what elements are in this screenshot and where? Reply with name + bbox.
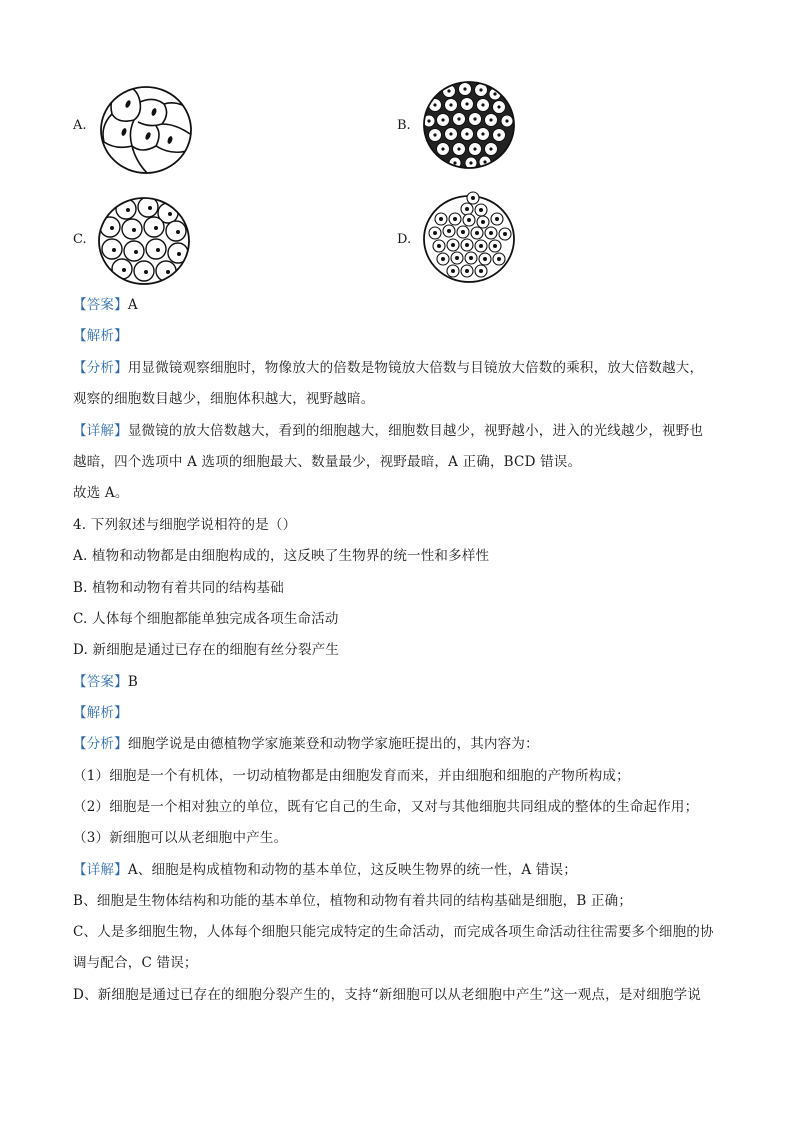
answer-tag: 【答案】 — [73, 297, 128, 313]
q4-option-b: B. 植物和动物有着共同的结构基础 — [73, 580, 284, 596]
q4-option-d: D. 新细胞是通过已存在的细胞有丝分裂产生 — [73, 642, 340, 658]
q3-answer-line — [73, 296, 138, 314]
cell-figure-b — [421, 79, 517, 171]
answer-tag: 【答案】 — [73, 674, 128, 690]
detail-text: 显微镜的放大倍数越大，看到的细胞越大，细胞数目越少，视野越小，进入的光线越少，视野也 — [127, 423, 704, 439]
q4-detail-line-d: D、新细胞是通过已存在的细胞分裂产生的，支持“新细胞可以从老细胞中产生”这一观点，是对细胞学说 — [73, 987, 702, 1003]
q3-choice-line: 故选 A。 — [73, 485, 129, 501]
jiexi-tag: 【解析】 — [73, 705, 128, 721]
cell-figure-d — [421, 189, 517, 285]
answer-value: B — [127, 674, 138, 690]
analysis-text: 用显微镜观察细胞时，物像放大的倍数是物镜放大倍数与目镜放大倍数的乘积，放大倍数越大， — [127, 360, 704, 376]
q3-detail-line-1 — [73, 422, 703, 440]
q4-analysis-point-1: （1）细胞是一个有机体，一切动植物都是由细胞发育而来，并由细胞和细胞的产物所构成； — [73, 768, 630, 784]
q4-detail-line-c2: 调与配合，C 错误； — [73, 955, 198, 971]
option-b-label: B. — [397, 118, 411, 133]
q3-detail-line-2: 越暗，四个选项中 A 选项的细胞最大、数量最少，视野最暗，A 正确，BCD 错误。 — [73, 454, 582, 470]
q4-analysis-point-3: （3）新细胞可以从老细胞中产生。 — [73, 830, 288, 846]
q4-answer-line — [73, 673, 138, 691]
q4-analysis-line — [73, 735, 539, 753]
option-d-label: D. — [397, 232, 412, 247]
q4-analysis-point-2: （2）细胞是一个相对独立的单位，既有它自己的生命，又对与其他细胞共同组成的整体的生命起作用； — [73, 799, 699, 815]
q4-stem: 4. 下列叙述与细胞学说相符的是（） — [73, 517, 297, 533]
analysis-text: 细胞学说是由德植物学家施莱登和动物学家施旺提出的，其内容为： — [127, 736, 539, 752]
cell-figure-a — [98, 84, 194, 176]
q4-detail-line-a — [73, 861, 577, 879]
cell-figure-c — [96, 195, 192, 287]
q3-jiexi-line — [73, 327, 128, 345]
analysis-tag: 【分析】 — [73, 736, 128, 752]
q3-analysis-line-1 — [73, 359, 703, 377]
q4-option-c: C. 人体每个细胞都能单独完成各项生命活动 — [73, 611, 339, 627]
q4-option-a: A. 植物和动物都是由细胞构成的，这反映了生物界的统一性和多样性 — [73, 548, 490, 564]
option-c-label: C. — [73, 232, 87, 247]
q4-detail-line-c1: C、人是多细胞生物，人体每个细胞只能完成特定的生命活动，而完成各项生命活动往往需要多个细胞的协 — [73, 924, 714, 940]
detail-tag: 【详解】 — [73, 862, 128, 878]
jiexi-tag: 【解析】 — [73, 328, 128, 344]
q4-detail-line-b: B、细胞是生物体结构和功能的基本单位，植物和动物有着共同的结构基础是细胞，B 正确； — [73, 893, 633, 909]
q3-analysis-line-2: 观察的细胞数目越少，细胞体积越大，视野越暗。 — [73, 391, 375, 407]
analysis-tag: 【分析】 — [73, 360, 128, 376]
option-a-label: A. — [73, 118, 87, 133]
detail-text: A、细胞是构成植物和动物的基本单位，这反映生物界的统一性，A 错误； — [127, 862, 577, 878]
answer-value: A — [127, 297, 138, 313]
detail-tag: 【详解】 — [73, 423, 128, 439]
q4-jiexi-line — [73, 704, 128, 722]
